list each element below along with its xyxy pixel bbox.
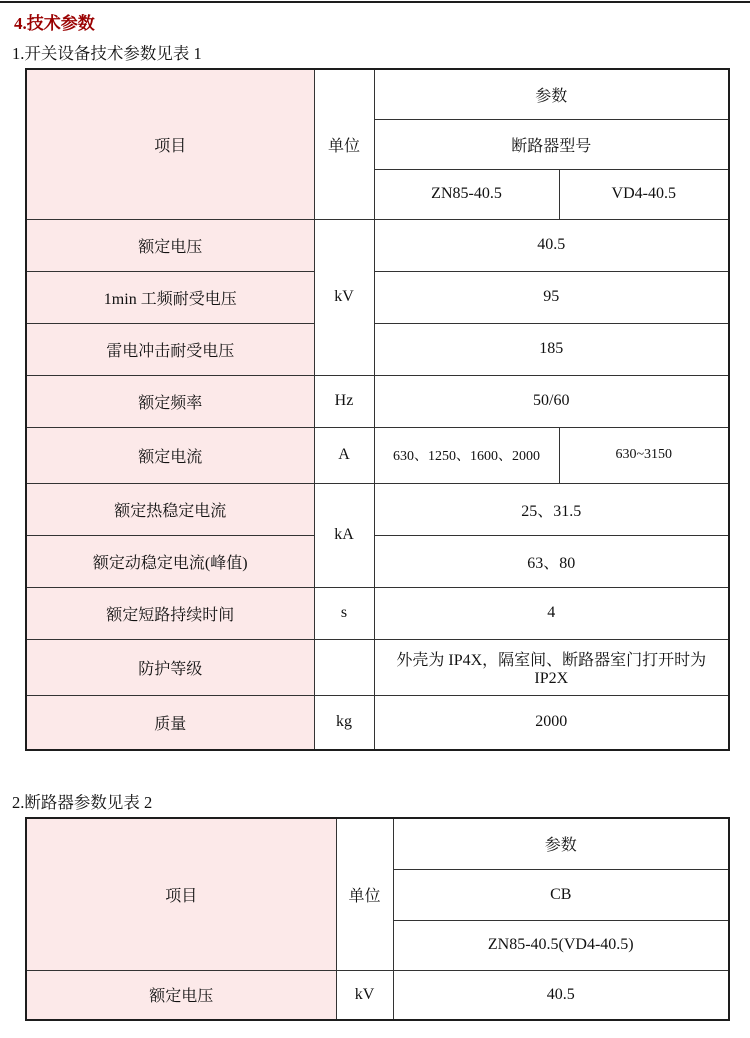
- table1-unit-s: s: [314, 587, 374, 639]
- table1-item-protection-class: 防护等级: [26, 639, 314, 695]
- table1-value-mass: 2000: [374, 695, 729, 750]
- table-row: [26, 271, 729, 323]
- table1-header-model-b: VD4-40.5: [559, 169, 729, 219]
- table1-item-dynamic-current: 额定动稳定电流(峰值): [26, 535, 314, 587]
- switchgear-parameters-table: [25, 68, 730, 751]
- table1-unit-a: A: [314, 427, 374, 483]
- table-row: [26, 323, 729, 375]
- table1-header-model-a: ZN85-40.5: [374, 169, 559, 219]
- table-row: [26, 483, 729, 535]
- table1-caption: 1.开关设备技术参数见表 1: [12, 44, 202, 63]
- table1-value-lightning-impulse: 185: [374, 323, 729, 375]
- table1-value-rated-voltage: 40.5: [374, 219, 729, 271]
- table1-header-unit: 单位: [314, 69, 374, 219]
- table2-header-item: 项目: [26, 818, 336, 970]
- table1-item-mass: 质量: [26, 695, 314, 750]
- table1-unit-empty: [314, 639, 374, 695]
- table1-item-lightning-impulse: 雷电冲击耐受电压: [26, 323, 314, 375]
- table1-value-dynamic-current: 63、80: [374, 535, 729, 587]
- table1-unit-kv: kV: [314, 219, 374, 375]
- table2-header-cb: CB: [393, 869, 729, 920]
- table2-header-model: ZN85-40.5(VD4-40.5): [393, 920, 729, 970]
- table-row: [26, 219, 729, 271]
- table2-item-rated-voltage: 额定电压: [26, 970, 336, 1020]
- table1-header-item: 项目: [26, 69, 314, 219]
- section-heading: 4.技术参数: [14, 14, 95, 33]
- table1-value-power-freq-withstand: 95: [374, 271, 729, 323]
- table-row: [26, 587, 729, 639]
- page-top-rule: [0, 1, 750, 3]
- table2-header-param: 参数: [393, 818, 729, 869]
- table1-value-thermal-current: 25、31.5: [374, 483, 729, 535]
- table1-item-short-circuit-duration: 额定短路持续时间: [26, 587, 314, 639]
- table-row: [26, 818, 729, 869]
- table1-item-rated-frequency: 额定频率: [26, 375, 314, 427]
- table-row: [26, 375, 729, 427]
- table1-unit-kg: kg: [314, 695, 374, 750]
- table-row: [26, 970, 729, 1020]
- table1-header-breaker-model: 断路器型号: [374, 119, 729, 169]
- table1-value-short-circuit-duration: 4: [374, 587, 729, 639]
- table1-item-thermal-current: 额定热稳定电流: [26, 483, 314, 535]
- table-row: [26, 535, 729, 587]
- table-row: [26, 695, 729, 750]
- table1-item-rated-voltage: 额定电压: [26, 219, 314, 271]
- table1-unit-ka: kA: [314, 483, 374, 587]
- table1-item-rated-current: 额定电流: [26, 427, 314, 483]
- table2-header-unit: 单位: [336, 818, 393, 970]
- table1-value-rated-current-b: 630~3150: [559, 427, 729, 483]
- table1-header-param: 参数: [374, 69, 729, 119]
- table1-value-protection-class: 外壳为 IP4X，隔室间、断路器室门打开时为 IP2X: [374, 639, 729, 695]
- table-row: [26, 69, 729, 119]
- table1-item-power-freq-withstand: 1min 工频耐受电压: [26, 271, 314, 323]
- table1-value-rated-current-a: 630、1250、1600、2000: [374, 427, 559, 483]
- table-row: [26, 639, 729, 695]
- table2-unit-kv: kV: [336, 970, 393, 1020]
- table2-caption: 2.断路器参数见表 2: [12, 793, 153, 812]
- circuit-breaker-parameters-table: [25, 817, 730, 1021]
- table-row: [26, 427, 729, 483]
- table1-value-rated-frequency: 50/60: [374, 375, 729, 427]
- table2-value-rated-voltage: 40.5: [393, 970, 729, 1020]
- table1-unit-hz: Hz: [314, 375, 374, 427]
